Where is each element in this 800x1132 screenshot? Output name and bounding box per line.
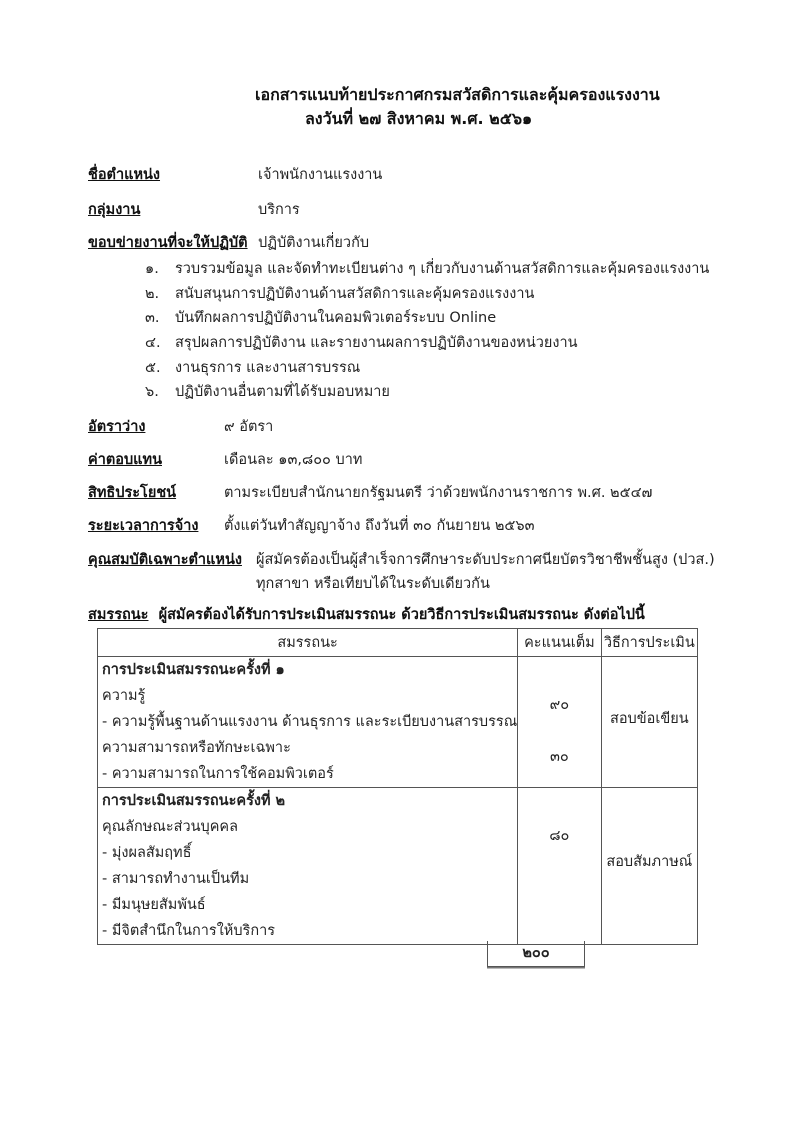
competency-table — [97, 628, 698, 945]
table-header-row — [98, 629, 698, 657]
salary-label: ค่าตอบแทน — [88, 452, 162, 468]
section-2-line: - สามารถทำงานเป็นทีม — [102, 871, 250, 887]
qualification-value-line2: ทุกสาขา หรือเทียบได้ในระดับเดียวกัน — [256, 576, 490, 592]
scope-item-number: ๒. — [145, 286, 160, 302]
score-value: ๙๐ — [549, 697, 570, 713]
section-2-title: การประเมินสมรรถนะครั้งที่ ๒ — [102, 793, 286, 809]
document-date: ลงวันที่ ๒๗ สิงหาคม พ.ศ. ๒๕๖๑ — [305, 109, 533, 128]
scope-item-number: ๖. — [145, 384, 159, 400]
period-label: ระยะเวลาการจ้าง — [88, 518, 199, 534]
section-1-score-cell — [518, 657, 602, 788]
competency-intro — [88, 603, 645, 626]
qualification-label: คุณสมบัติเฉพาะตำแหน่ง — [88, 552, 242, 568]
position-label: ชื่อตำแหน่ง — [88, 167, 161, 183]
scope-item-text: สรุปผลการปฏิบัติงาน และรายงานผลการปฏิบัติงานของหน่วยงาน — [175, 335, 578, 351]
score-value: ๘๐ — [549, 828, 570, 844]
section-2-line: - มีจิตสำนึกในการให้บริการ — [102, 923, 276, 939]
score-value: ๓๐ — [550, 749, 569, 765]
header-full-score: คะแนนเต็ม — [518, 629, 602, 657]
benefits-value: ตามระเบียบสำนักนายกรัฐมนตรี ว่าด้วยพนักงานราชการ พ.ศ. ๒๕๔๗ — [224, 485, 653, 501]
total-score: ๒๐๐ — [487, 941, 585, 967]
vacancies-value: ๙ อัตรา — [224, 419, 274, 435]
section-1-method-cell — [601, 657, 697, 788]
vacancies-label: อัตราว่าง — [88, 419, 146, 435]
period-value: ตั้งแต่วันทำสัญญาจ้าง ถึงวันที่ ๓๐ กันยายน ๒๕๖๓ — [224, 518, 535, 534]
scope-value: ปฏิบัติงานเกี่ยวกับ — [258, 235, 370, 251]
scope-item — [145, 282, 534, 305]
section-2-line: คุณลักษณะส่วนบุคคล — [102, 819, 239, 835]
section-1-line: ความรู้ — [102, 688, 146, 704]
table-row — [98, 657, 698, 788]
section-2-score-cell — [518, 788, 602, 945]
scope-item — [145, 356, 360, 379]
header-method: วิธีการประเมิน — [601, 629, 697, 657]
scope-item-text: บันทึกผลการปฏิบัติงานในคอมพิวเตอร์ระบบ Online — [175, 310, 497, 326]
scope-item — [145, 380, 390, 403]
scope-item-text: ปฏิบัติงานอื่นตามที่ได้รับมอบหมาย — [175, 384, 390, 400]
scope-label: ขอบข่ายงานที่จะให้ปฏิบัติ — [88, 235, 248, 251]
section-2-cell — [98, 788, 518, 945]
group-label: กลุ่มงาน — [88, 202, 141, 218]
qualification-value-line1: ผู้สมัครต้องเป็นผู้สำเร็จการศึกษาระดับประกาศนียบัตรวิชาชีพชั้นสูง (ปวส.) — [256, 552, 715, 568]
table-row — [98, 788, 698, 945]
scope-item-number: ๓. — [145, 310, 160, 326]
competency-label: สมรรถนะ — [88, 607, 149, 623]
scope-item-text: สนับสนุนการปฏิบัติงานด้านสวัสดิการและคุ้มครองแรงงาน — [175, 286, 535, 302]
section-1-line: - ความรู้พื้นฐานด้านแรงงาน ด้านธุรการ และระเบียบงานสารบรรณ — [102, 714, 518, 730]
section-1-line: - ความสามารถในการใช้คอมพิวเตอร์ — [102, 766, 334, 782]
scope-item-number: ๕. — [145, 360, 161, 376]
scope-item — [145, 257, 709, 280]
section-2-line: - มีมนุษยสัมพันธ์ — [102, 897, 206, 913]
method-value: สอบสัมภาษณ์ — [606, 854, 693, 870]
section-1-title: การประเมินสมรรถนะครั้งที่ ๑ — [102, 662, 285, 678]
group-value: บริการ — [258, 202, 300, 218]
scope-item — [145, 331, 578, 354]
section-2-line: - มุ่งผลสัมฤทธิ์ — [102, 845, 192, 861]
scope-item — [145, 306, 496, 329]
competency-value: ผู้สมัครต้องได้รับการประเมินสมรรถนะ ด้วยวิธีการประเมินสมรรถนะ ดังต่อไปนี้ — [158, 607, 645, 623]
document-title: เอกสารแนบท้ายประกาศกรมสวัสดิการและคุ้มครองแรงงาน — [255, 85, 660, 104]
method-value: สอบข้อเขียน — [609, 711, 689, 727]
benefits-label: สิทธิประโยชน์ — [88, 485, 177, 501]
section-2-method-cell — [601, 788, 697, 945]
position-value: เจ้าพนักงานแรงงาน — [258, 167, 383, 183]
scope-item-number: ๑. — [145, 261, 159, 277]
scope-item-number: ๔. — [145, 335, 161, 351]
header-competency: สมรรถนะ — [98, 629, 518, 657]
section-1-line: ความสามารถหรือทักษะเฉพาะ — [102, 740, 291, 756]
section-1-cell — [98, 657, 518, 788]
scope-item-text: รวบรวมข้อมูล และจัดทำทะเบียนต่าง ๆ เกี่ยวกับงานด้านสวัสดิการและคุ้มครองแรงงาน — [175, 261, 710, 277]
salary-value: เดือนละ ๑๓,๘๐๐ บาท — [224, 452, 363, 468]
scope-item-text: งานธุรการ และงานสารบรรณ — [175, 360, 361, 376]
